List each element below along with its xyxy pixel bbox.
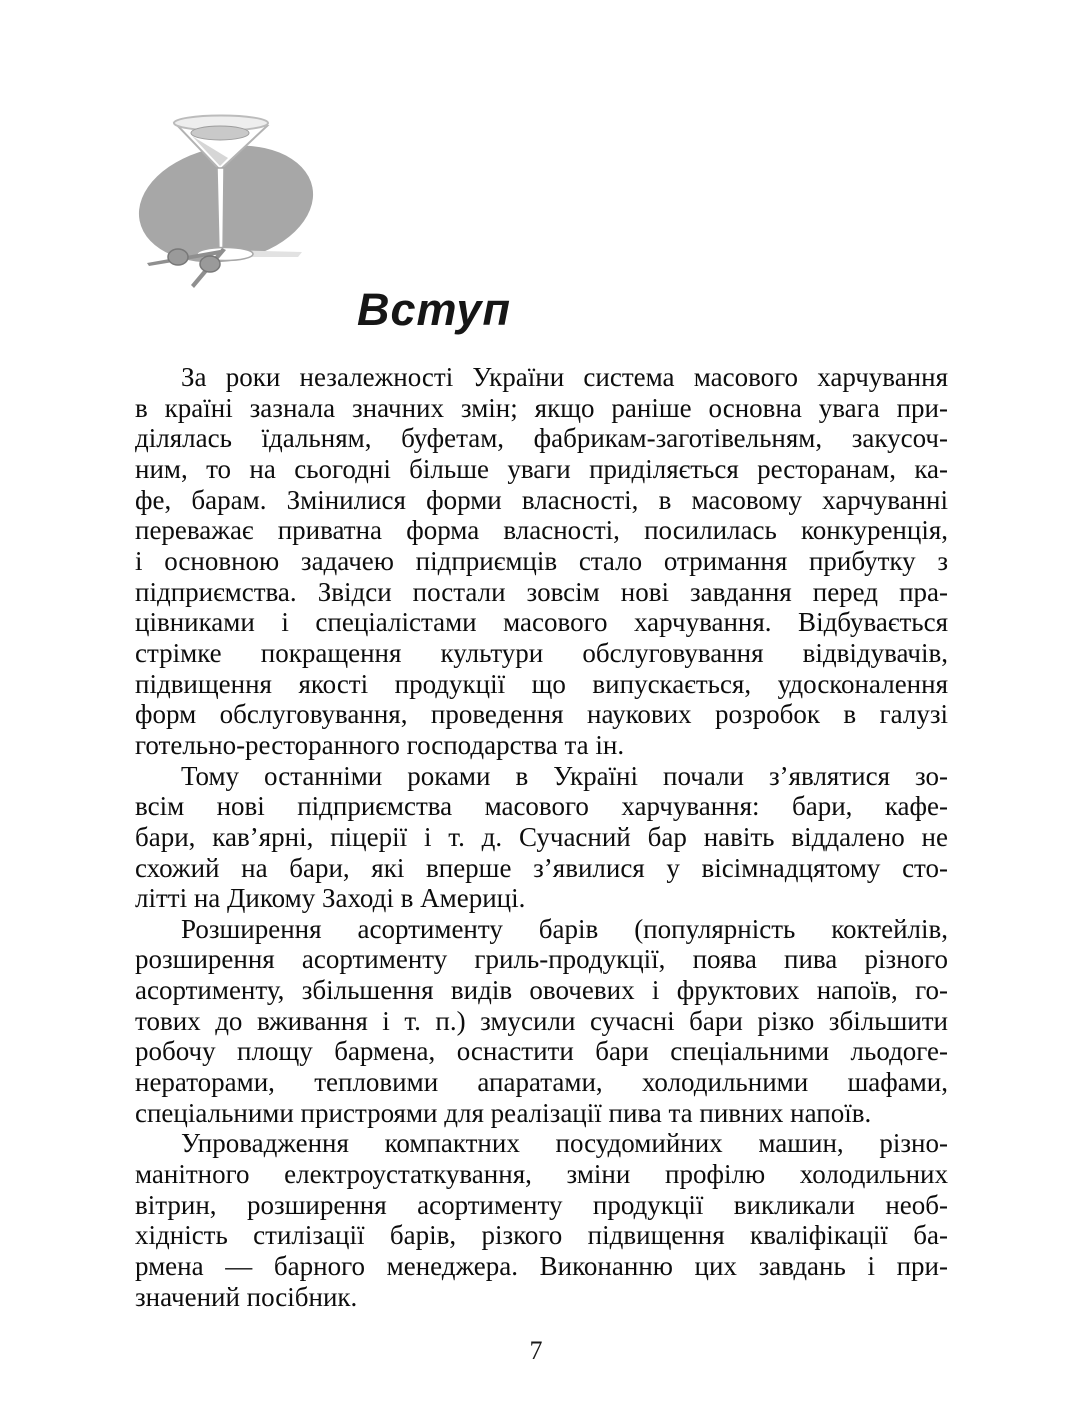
paragraph-2-line: Тому останніми роками в Україні почали з’являтися зо- [181,760,948,791]
paragraph-2-line: всім нові підприємства масового харчування: бари, кафе- [135,791,948,822]
paragraph-1-line: ним, то на сьогодні більше уваги приділяється ресторанам, ка- [135,453,948,484]
paragraph-1-line: і основною задачею підприємців стало отримання прибутку з [135,545,948,576]
olive-left [168,249,188,265]
paragraph-1-line: переважає приватна форма власності, посилилась конкуренція, [135,515,948,546]
olive-right [200,256,220,272]
paragraph-1-line: готельно-ресторанного господарства та ін. [135,729,625,760]
paragraph-1-line: підприємства. Звідси постали зовсім нові завдання перед пра- [135,576,948,607]
paragraph-4-line: вітрин, розширення асортименту продукції викликали необ- [135,1189,948,1220]
paragraph-4-line: хідність стилізації барів, різкого підвищення кваліфікації ба- [135,1220,948,1251]
paragraph-1-line: стрімке покращення культури обслуговування відвідувачів, [135,637,948,668]
paragraph-4-line: рмена — барного менеджера. Виконанню цих завдань і при- [135,1251,948,1282]
paragraph-2-line: схожий на бари, які вперше з’явилися у вісімнадцятому сто- [135,852,948,883]
paragraph-2-line: бари, кав’ярні, піцерії і т. д. Сучасний бар навіть віддалено не [135,821,948,852]
paragraph-3-line: спеціальними пристроями для реалізації пива та пивних напоїв. [135,1097,872,1128]
glass-liquid [191,126,249,140]
paragraph-1-line: За роки незалежності України система масового харчування [181,362,948,392]
paragraph-3-line: нераторами, тепловими апаратами, холодильними шафами, [135,1067,948,1098]
paragraph-4-line: манітного електроустаткування, зміни профілю холодильних [135,1159,948,1190]
paragraph-1-line: ділялась їдальням, буфетам, фабрикам-заготівельням, закусоч- [135,423,948,454]
paragraph-1-line: цівниками і спеціалістами масового харчування. Відбувається [135,607,948,638]
paragraph-3-line: розширення асортименту гриль-продукції, поява пива різного [135,944,948,975]
chapter-title: Вступ [357,284,511,335]
martini-glass-icon [130,92,430,307]
paragraph-3-line: Розширення асортименту барів (популярність коктейлів, [181,913,948,944]
body-text [135,362,948,1312]
paragraph-1-line: фе, барам. Змінилися форми власності, в масовому харчуванні [135,484,948,515]
paragraph-3-line: асортименту, збільшення видів овочевих і фруктових напоїв, го- [135,975,948,1006]
page-number: 7 [529,1336,543,1365]
paragraph-4-line: Упровадження компактних посудомийних машин, різно- [181,1128,948,1159]
glass-stem [217,168,224,252]
paragraph-3-line: тових до вживання і т. п.) змусили сучасні бари різко збільшити [135,1005,948,1036]
paragraph-1-line: форм обслуговування, проведення наукових розробок в галузі [135,699,948,730]
paragraph-1-line: підвищення якості продукції що випускається, удосконалення [135,668,948,699]
paragraph-4-line: значений посібник. [135,1281,358,1312]
paragraph-1-line: в країні зазнала значних змін; якщо раніше основна увага при- [135,392,948,423]
paragraph-2-line: літті на Дикому Заході в Америці. [135,883,526,914]
paragraph-3-line: робочу площу бармена, оснастити бари спеціальними льодоге- [135,1036,948,1067]
chapter-logo [130,92,511,335]
